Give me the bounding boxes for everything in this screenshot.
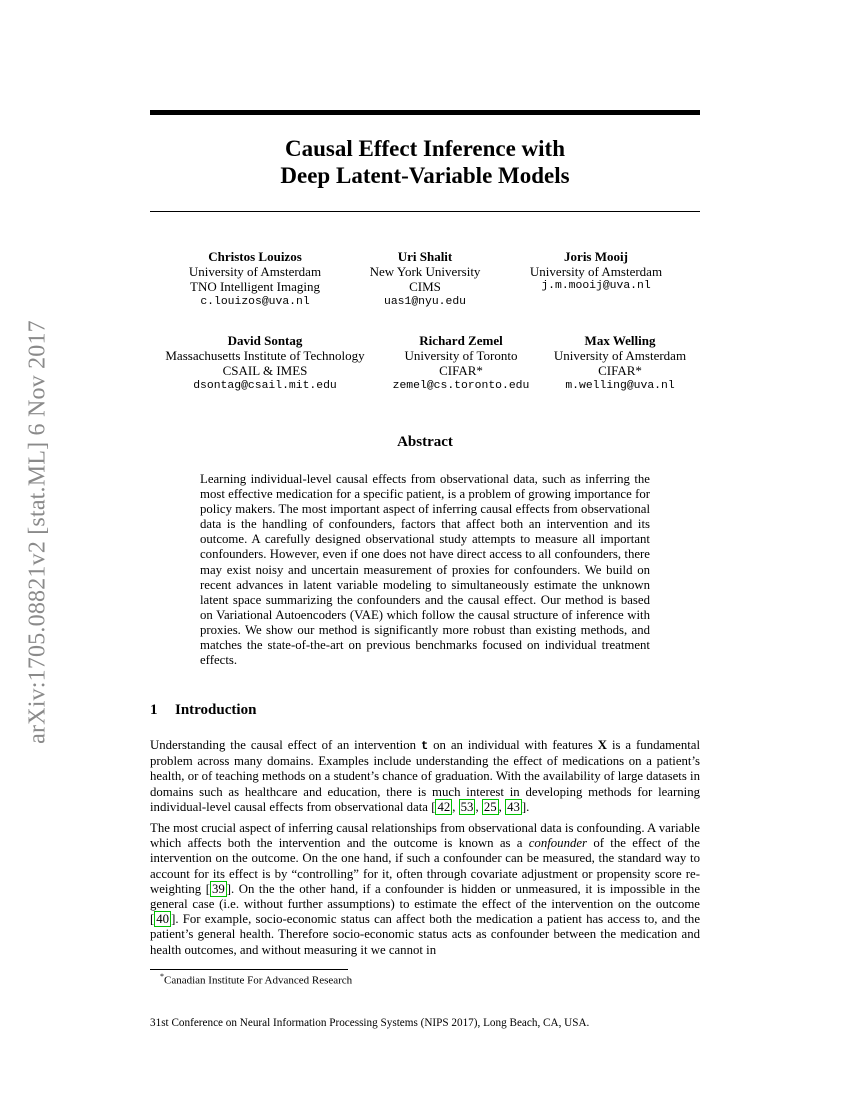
- title-line-2: Deep Latent-Variable Models: [280, 163, 570, 188]
- intro-paragraph-1: Understanding the causal effect of an intervention t on an individual with features X is a fundamental problem across many domains. Examples include understanding the effect of medications on a patient’s health, or of teaching methods on a student’s chance of graduation. With the availability of large datasets in domains such as healthcare and education, there is much interest in developing methods for learning individual-level causal effects from observational data [ 42 , 53 , 25 , 43 ].: [150, 738, 701, 814]
- author-email[interactable]: m.welling@uva.nl: [565, 379, 675, 392]
- title-rule: [150, 211, 700, 212]
- footnote-mark: *: [160, 972, 164, 981]
- author-affiliation: Massachusetts Institute of Technology: [165, 348, 365, 364]
- paper-title: [150, 135, 700, 189]
- citation-link[interactable]: 40: [156, 912, 170, 927]
- author-affiliation: University of Amsterdam: [529, 264, 663, 280]
- author-name: Joris Mooij: [564, 249, 628, 264]
- author-email[interactable]: uas1@nyu.edu: [383, 295, 467, 308]
- author-affiliation: University of Amsterdam: [188, 264, 322, 280]
- intro-paragraph-2: [150, 821, 700, 958]
- abstract-text: Learning individual-level causal effects from observational data, such as inferring the most effective medication for a specific patient, is a problem of growing importance for policy makers. The most important aspect of inferring causal effects from observational data is the handling of confounders, factors that affect both an intervention and its outcome. A carefully designed observational study attempts to measure all important confounders. However, even if one does not have direct access to all confounders, there may exist noisy and uncertain measurement of proxies for confounders. We build on recent advances in latent variable modeling to simultaneously estimate the unknown latent space summarizing the confounders and the causal effect. Our method is based on Variational Autoencoders (VAE) which follow the causal structure of inference with proxies. We show our method is significantly more robust than existing methods, and matches the state-of-the-art on previous benchmarks focused on individual treatment effects.: [200, 472, 650, 668]
- section-number: 1: [150, 702, 158, 718]
- author-affiliation: CIMS: [409, 279, 441, 295]
- conference-note: 31st Conference on Neural Information Processing Systems (NIPS 2017), Long Beach, CA, USA.: [150, 1017, 590, 1029]
- author-name: David Sontag: [227, 333, 303, 348]
- citation-link[interactable]: 39: [211, 881, 225, 896]
- citation-link[interactable]: 43: [507, 799, 520, 814]
- emphasis: confounder: [528, 836, 588, 851]
- section-title: Introduction: [175, 702, 257, 718]
- arxiv-identifier[interactable]: arXiv:1705.08821v2 [stat.ML] 6 Nov 2017: [24, 320, 51, 744]
- footnote-rule: [150, 969, 348, 970]
- citation-link[interactable]: 42: [437, 799, 451, 814]
- text-run: Understanding the causal effect of an intervention: [150, 738, 421, 752]
- author-affiliation: University of Toronto: [404, 348, 518, 364]
- text-run: ]. On the the other hand, if a confounder is hidden or unmeasured, it is impossible in the general case (i.e. without further assumptions) to estimate the effect of the intervention on the outcome [: [150, 881, 700, 927]
- footnote: [160, 972, 352, 987]
- text-run: ]. For example, socio-economic status can affect both the medication a patient has access to, and the patient’s general health. Therefore socio-economic status acts as confounder between the medication and health outcomes, and without measuring it we cannot in: [150, 912, 700, 957]
- author-block: [476, 249, 716, 295]
- text-run: is a fundamental problem across many domains. Examples include understanding the effect of medications on a patient’s health, or of teaching methods on a student’s chance of graduation. With the availability of large datasets in domains such as healthcare and education, there is much interest in developing methods for learning individual-level causal effects from observational data [: [150, 738, 701, 814]
- text-run: of the effect of the intervention on the outcome. On the one hand, if such a confounder can be measured, the standard way to account for its effect is by “controlling” for it, often through covariate adjustment or propensity score re-weighting [: [150, 836, 700, 896]
- abstract-heading: Abstract: [397, 434, 453, 450]
- math-symbol-x: X: [597, 738, 608, 752]
- author-affiliation: CIFAR*: [598, 363, 642, 379]
- author-name: Uri Shalit: [397, 249, 453, 264]
- author-name: Richard Zemel: [419, 333, 503, 348]
- top-rule: [150, 110, 700, 115]
- text-run: on an individual with features: [428, 738, 598, 752]
- author-email[interactable]: c.louizos@uva.nl: [200, 295, 310, 308]
- citation-link[interactable]: 25: [483, 799, 497, 814]
- text-run: The most crucial aspect of inferring causal relationships from observational data is confounding. A variable which affects both the intervention and the outcome is known as a: [150, 821, 700, 851]
- author-affiliation: University of Amsterdam: [553, 348, 687, 364]
- author-email[interactable]: dsontag@csail.mit.edu: [193, 379, 337, 392]
- author-affiliation: CSAIL & IMES: [222, 363, 308, 379]
- author-email[interactable]: zemel@cs.toronto.edu: [392, 379, 530, 392]
- citation-link[interactable]: 53: [460, 799, 474, 814]
- author-affiliation: New York University: [369, 264, 481, 280]
- author-name: Christos Louizos: [208, 249, 302, 264]
- footnote-text: Canadian Institute For Advanced Research: [164, 974, 353, 987]
- math-symbol-t: t: [420, 739, 429, 753]
- author-block: [500, 333, 740, 394]
- title-line-1: Causal Effect Inference with: [285, 136, 565, 161]
- author-email[interactable]: j.m.mooij@uva.nl: [541, 280, 651, 293]
- section-heading: [150, 702, 256, 719]
- author-affiliation: TNO Intelligent Imaging: [190, 279, 320, 295]
- author-affiliation: CIFAR*: [439, 363, 483, 379]
- text-run: ].: [521, 799, 530, 814]
- author-name: Max Welling: [584, 333, 656, 348]
